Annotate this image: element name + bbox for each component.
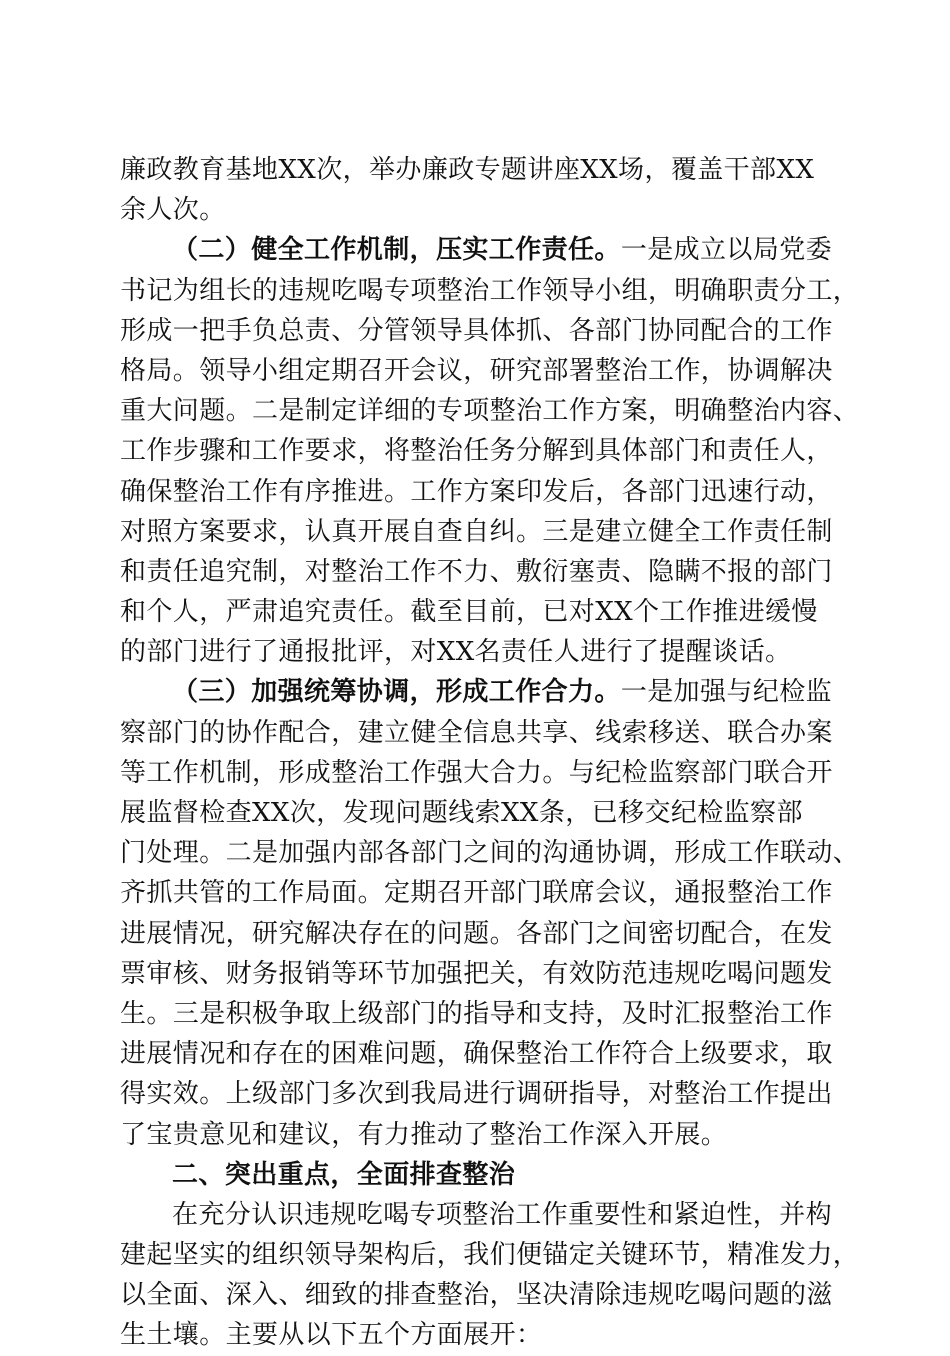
section-subheading: （二）健全工作机制，压实工作责任。 bbox=[172, 235, 621, 266]
paragraph-line: 格局。领导小组定期召开会议，研究部署整治工作，协调解决 bbox=[120, 355, 833, 386]
paragraph-line: 进展情况，研究解决存在的问题。各部门之间密切配合，在发 bbox=[120, 918, 833, 949]
paragraph-line: 展监督检查XX次，发现问题线索XX条，已移交纪检监察部 bbox=[120, 798, 803, 828]
paragraph-line: 确保整治工作有序推进。工作方案印发后，各部门迅速行动， bbox=[120, 476, 833, 507]
paragraph-line: 等工作机制，形成整治工作强大合力。与纪检监察部门联合开 bbox=[120, 757, 833, 788]
paragraph-first-line: 在充分认识违规吃喝专项整治工作重要性和紧迫性，并构 bbox=[172, 1199, 833, 1230]
paragraph-line: 建起坚实的组织领导架构后，我们便锚定关键环节，精准发力， bbox=[120, 1240, 860, 1271]
document-body bbox=[120, 150, 860, 1356]
paragraph-line: 门处理。二是加强内部各部门之间的沟通协调，形成工作联动、 bbox=[120, 838, 860, 869]
paragraph-line: 和责任追究制，对整治工作不力、敷衍塞责、隐瞒不报的部门 bbox=[120, 556, 833, 587]
paragraph-line: 廉政教育基地XX次，举办廉政专题讲座XX场，覆盖干部XX bbox=[120, 155, 815, 185]
section-subheading: （三）加强统筹协调，形成工作合力。 bbox=[172, 677, 621, 708]
paragraph-line: 形成一把手负总责、分管领导具体抓、各部门协同配合的工作 bbox=[120, 315, 833, 346]
paragraph-line: 得实效。上级部门多次到我局进行调研指导，对整治工作提出 bbox=[120, 1079, 833, 1110]
paragraph-line: 对照方案要求，认真开展自查自纠。三是建立健全工作责任制 bbox=[120, 516, 833, 547]
paragraph-line: 了宝贵意见和建议，有力推动了整治工作深入开展。 bbox=[120, 1119, 728, 1150]
paragraph-line: 察部门的协作配合，建立健全信息共享、线索移送、联合办案 bbox=[120, 717, 833, 748]
paragraph-line: 余人次。 bbox=[120, 195, 226, 226]
paragraph-line: 齐抓共管的工作局面。定期召开部门联席会议，通报整治工作 bbox=[120, 878, 833, 909]
paragraph-first-line bbox=[120, 230, 833, 270]
section-heading: 二、突出重点，全面排查整治 bbox=[172, 1159, 516, 1190]
paragraph-line: 的部门进行了通报批评，对XX名责任人进行了提醒谈话。 bbox=[120, 637, 792, 668]
paragraph-line: 生土壤。主要从以下五个方面展开： bbox=[120, 1320, 543, 1351]
paragraph-first-line bbox=[120, 672, 833, 712]
paragraph-line: 工作步骤和工作要求，将整治任务分解到具体部门和责任人， bbox=[120, 436, 833, 467]
paragraph-line: 进展情况和存在的困难问题，确保整治工作符合上级要求，取 bbox=[120, 1039, 833, 1070]
paragraph-line: 以全面、深入、细致的排查整治，坚决清除违规吃喝问题的滋 bbox=[120, 1280, 833, 1311]
paragraph-line: 书记为组长的违规吃喝专项整治工作领导小组，明确职责分工， bbox=[120, 275, 860, 306]
paragraph-line: 生。三是积极争取上级部门的指导和支持，及时汇报整治工作 bbox=[120, 998, 833, 1029]
paragraph-text: 一是成立以局党委 bbox=[620, 235, 833, 266]
paragraph-text: 一是加强与纪检监 bbox=[620, 677, 833, 708]
paragraph-line: 票审核、财务报销等环节加强把关，有效防范违规吃喝问题发 bbox=[120, 958, 833, 989]
paragraph-line: 重大问题。二是制定详细的专项整治工作方案，明确整治内容、 bbox=[120, 396, 860, 427]
paragraph-line: 和个人，严肃追究责任。截至目前，已对XX个工作推进缓慢 bbox=[120, 597, 818, 628]
